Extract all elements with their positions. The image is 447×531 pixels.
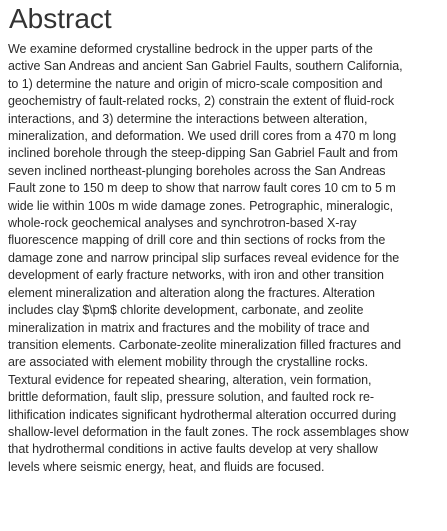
abstract-line: element mineralization and alteration along the fractures. Alteration	[8, 285, 375, 300]
abstract-line: brittle deformation, fault slip, pressure solution, and faulted rock re-	[8, 390, 375, 405]
abstract-line: lithification indicates significant hydrothermal alteration occurred during	[8, 407, 397, 422]
abstract-line: shallow-level deformation in the fault zones. The rock assemblages show	[8, 424, 409, 439]
abstract-line: are associated with element mobility through the crystalline rocks.	[8, 355, 369, 370]
abstract-line: mineralization in matrix and fractures and the mobility of trace and	[8, 320, 370, 335]
abstract-line: damage zone and narrow principal slip surfaces reveal evidence for the	[8, 250, 400, 265]
abstract-line: seven inclined northeast-plunging boreholes across the San Andreas	[8, 163, 386, 178]
abstract-line: to 1) determine the nature and origin of micro-scale composition and	[8, 76, 383, 91]
abstract-body	[8, 41, 439, 476]
abstract-line: We examine deformed crystalline bedrock in the upper parts of the	[8, 42, 373, 56]
abstract-line: whole-rock geochemical analyses and synchrotron-based X-ray	[8, 216, 357, 231]
abstract-line: that hydrothermal conditions in active faults develop at very shallow	[8, 442, 378, 457]
abstract-line: interactions, and 3) determine the interactions between alteration,	[8, 111, 368, 126]
abstract-heading: Abstract	[9, 3, 112, 34]
abstract-line: mineralization, and deformation. We used drill cores from a 470 m long	[8, 129, 397, 144]
abstract-line: wide lie within 100s m wide damage zones. Petrographic, mineralogic,	[8, 198, 393, 213]
abstract-line: Fault zone to 150 m deep to show that narrow fault cores 10 cm to 5 m	[8, 181, 396, 196]
abstract-line: includes clay $\pm$ chlorite development, carbonate, and zeolite	[8, 303, 364, 318]
abstract-line: transition elements. Carbonate-zeolite mineralization filled fractures and	[8, 337, 402, 352]
abstract-line: fluorescence mapping of drill core and thin sections of rocks from the	[8, 233, 386, 248]
abstract-line: geochemistry of fault-related rocks, 2) constrain the extent of fluid-rock	[8, 94, 395, 109]
abstract-line: inclined borehole through the steep-dipping San Gabriel Fault and from	[8, 146, 398, 161]
abstract-line: levels where seismic energy, heat, and fluids are focused.	[8, 459, 325, 474]
abstract-line: Textural evidence for repeated shearing, alteration, vein formation,	[8, 372, 372, 387]
abstract-line: development of early fracture networks, with iron and other transition	[8, 268, 384, 283]
abstract-line: active San Andreas and ancient San Gabriel Faults, southern California,	[8, 59, 403, 74]
